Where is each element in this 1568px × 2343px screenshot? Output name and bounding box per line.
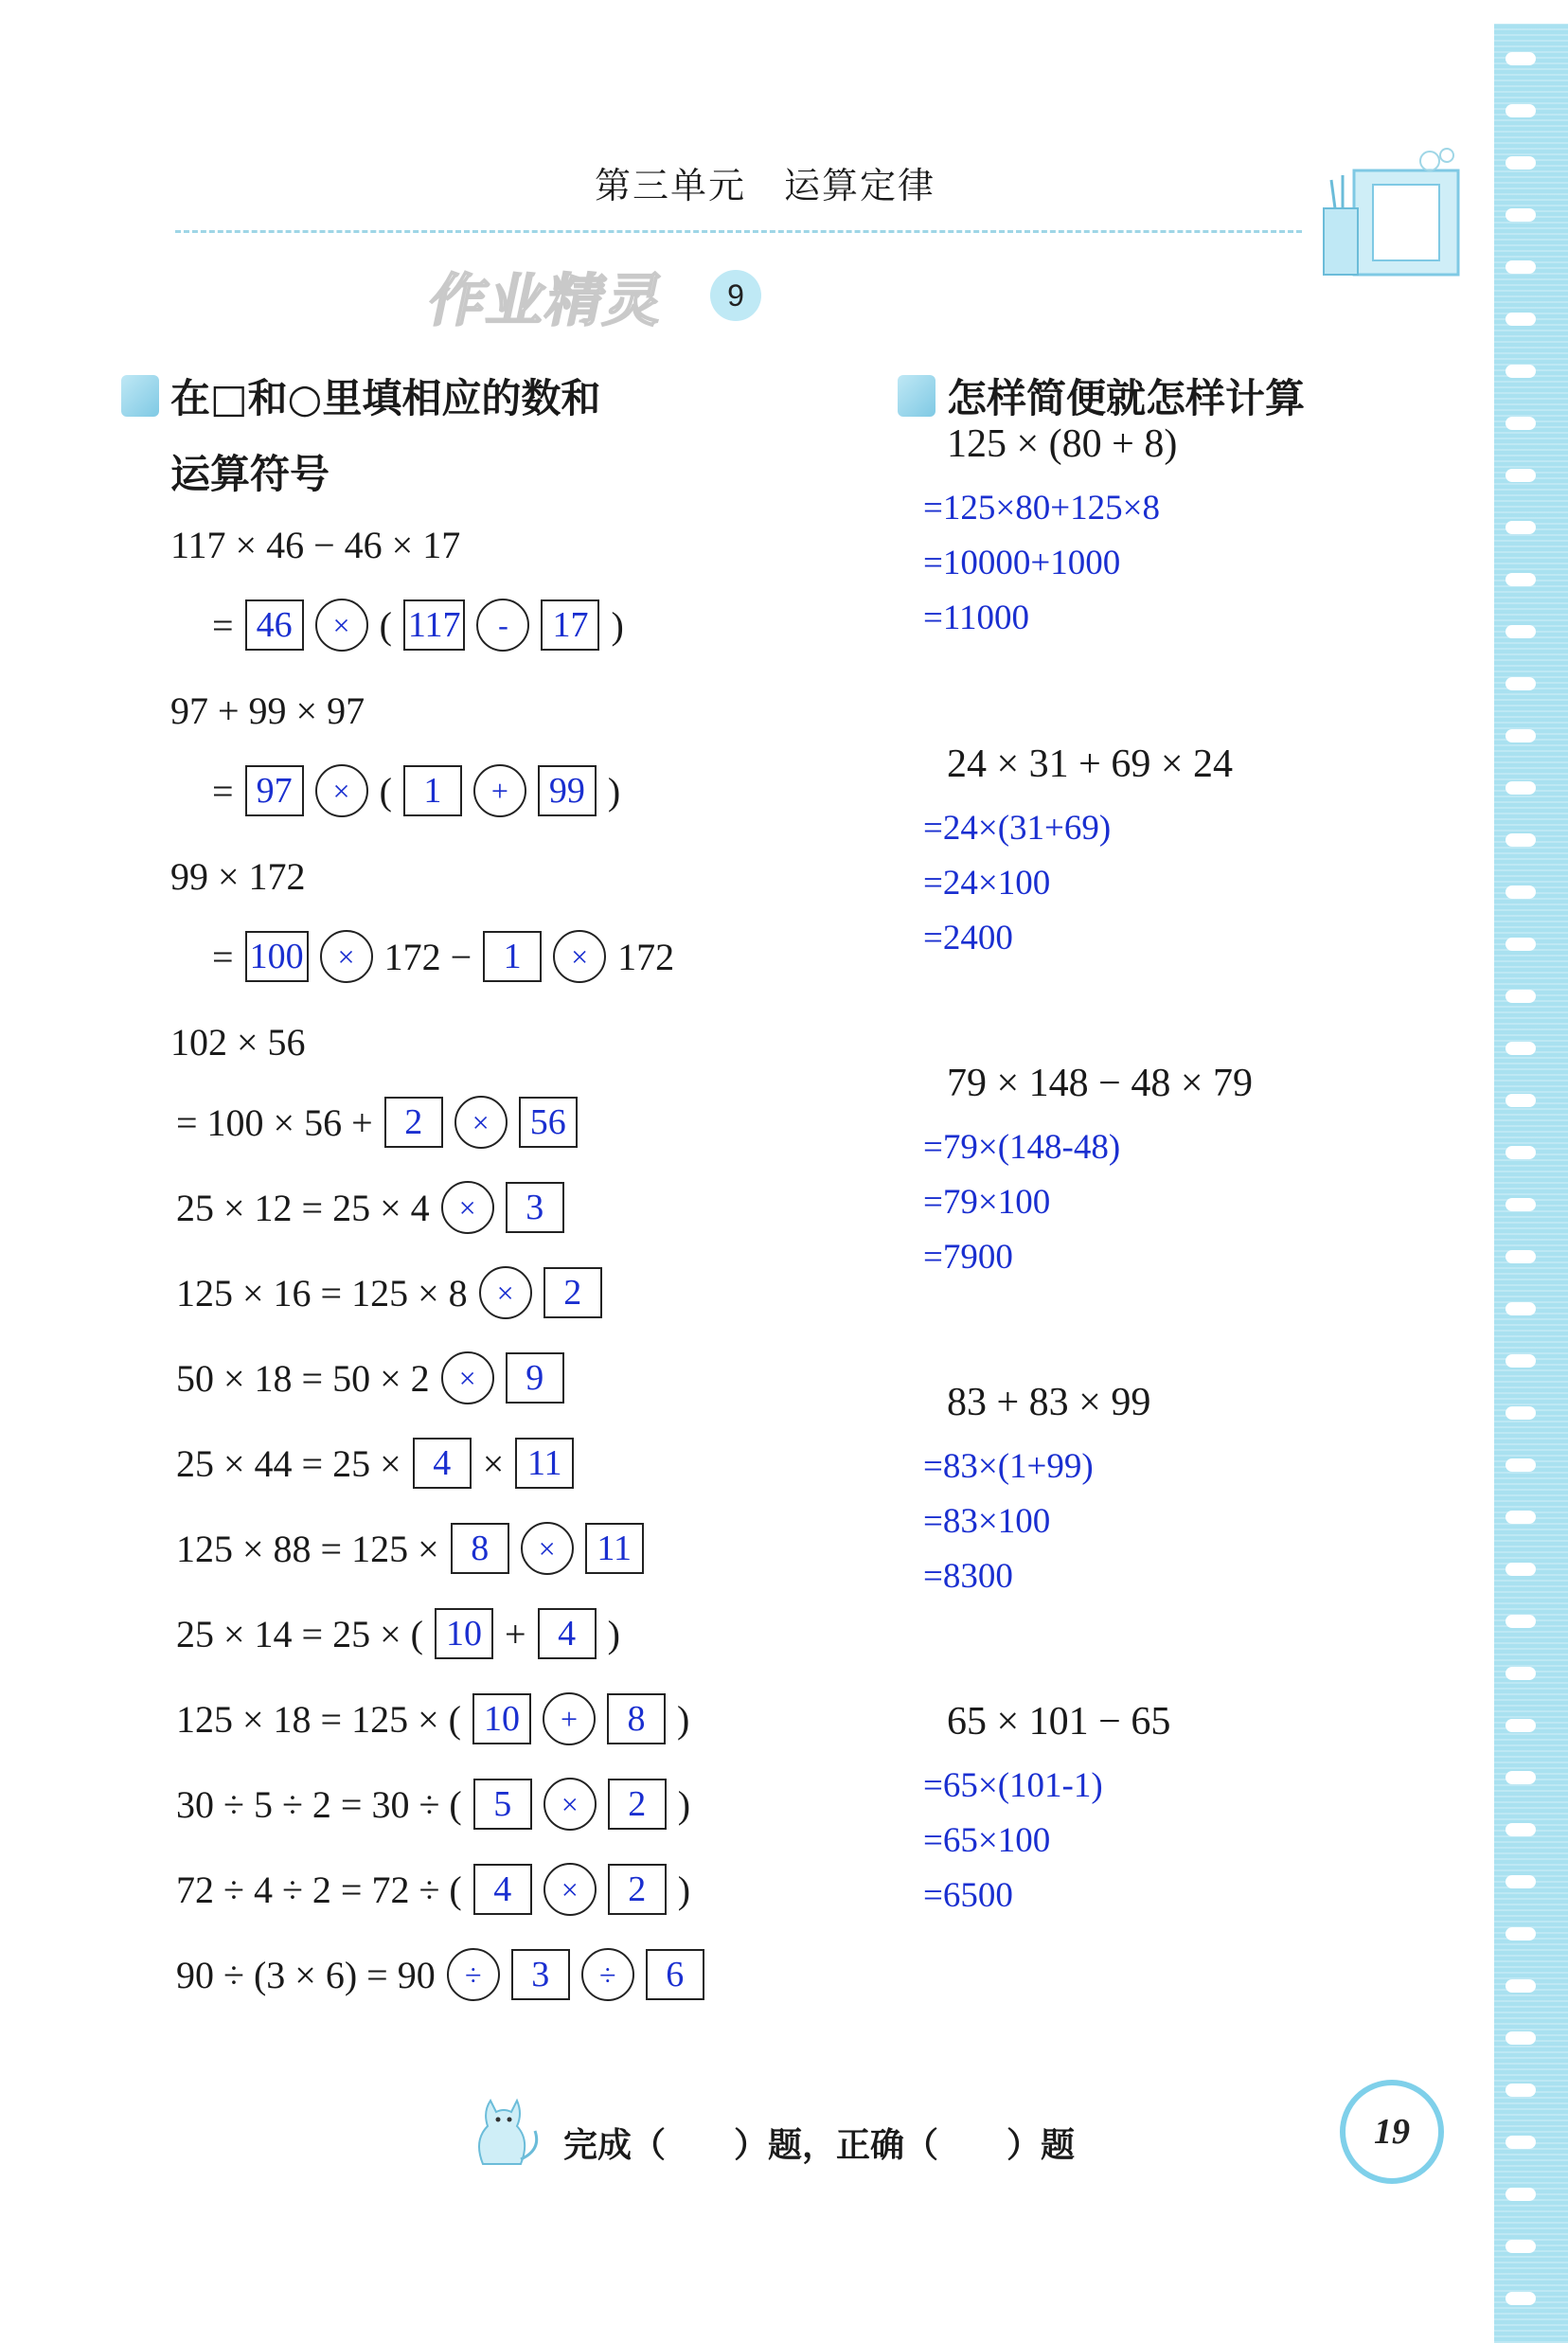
problem-row [170, 1690, 695, 1747]
problem-row [170, 1094, 583, 1151]
answer-box[interactable]: 97 [245, 765, 304, 816]
calc-answer-line: =65×(101-1) [923, 1766, 1103, 1805]
operator-circle[interactable]: × [315, 599, 368, 652]
expression-text: × [482, 1441, 505, 1485]
binder-ring [1506, 938, 1536, 951]
binder-ring [1506, 1354, 1536, 1368]
binder-ring [1506, 990, 1536, 1003]
answer-box[interactable]: 11 [585, 1523, 644, 1574]
answer-box[interactable]: 56 [519, 1097, 578, 1148]
calc-answer-line: =6500 [923, 1876, 1013, 1915]
left-section-title-line1: 在□和○里填相应的数和 [170, 375, 601, 421]
answer-box[interactable]: 1 [483, 931, 542, 982]
binder-ring [1506, 104, 1536, 117]
binder-ring [1506, 1563, 1536, 1576]
binder-ring [1506, 1094, 1536, 1107]
problem-row [206, 762, 626, 819]
answer-box[interactable]: 4 [473, 1864, 532, 1915]
problem-row [170, 1179, 570, 1236]
answer-box[interactable]: 46 [245, 599, 304, 651]
books-illustration-icon [1316, 142, 1477, 294]
expression-text: 25 × 14 = 25 × ( [176, 1612, 423, 1655]
expression-text: 172 − [383, 935, 472, 978]
calc-answer-line: =10000+1000 [923, 544, 1121, 582]
binder-ring [1506, 260, 1536, 274]
binder-ring [1506, 1406, 1536, 1420]
expression-text: 125 × 16 = 125 × 8 [176, 1271, 468, 1315]
expression-text: 172 [617, 935, 675, 978]
operator-circle[interactable]: × [441, 1181, 494, 1234]
answer-box[interactable]: 8 [607, 1693, 666, 1744]
expression-text: 50 × 18 = 50 × 2 [176, 1356, 430, 1400]
problem-row [170, 1264, 608, 1321]
binder-ring [1506, 313, 1536, 326]
operator-circle[interactable]: × [543, 1778, 597, 1831]
answer-box[interactable]: 6 [646, 1949, 704, 2000]
binder-ring [1506, 573, 1536, 586]
expression-text: = [212, 769, 234, 813]
right-section-title: 怎样简便就怎样计算 [947, 375, 1306, 421]
problem-row [170, 1776, 696, 1833]
calc-answer-line: =8300 [923, 1557, 1013, 1596]
binder-ring [1506, 2188, 1536, 2201]
expression-text: 125 × 18 = 125 × ( [176, 1697, 461, 1741]
problem-row [170, 848, 306, 904]
calc-question: 24 × 31 + 69 × 24 [947, 742, 1234, 786]
right-section-header [898, 367, 1305, 424]
binder-ring [1506, 729, 1536, 742]
answer-box[interactable]: 10 [435, 1608, 493, 1659]
problem-row [206, 928, 680, 985]
operator-circle[interactable]: × [553, 930, 606, 983]
operator-circle[interactable]: × [543, 1863, 597, 1916]
expression-text: + [505, 1612, 526, 1655]
answer-box[interactable]: 1 [403, 765, 462, 816]
calc-answer-line: =24×(31+69) [923, 809, 1112, 848]
binder-ring [1506, 1146, 1536, 1159]
problem-expression: 117 × 46 − 46 × 17 [170, 523, 461, 566]
expression-text: ) [607, 1612, 620, 1655]
operator-circle[interactable]: × [454, 1096, 508, 1149]
calc-answer-line: =83×(1+99) [923, 1447, 1094, 1486]
answer-box[interactable]: 2 [608, 1779, 667, 1830]
binder-ring [1506, 1302, 1536, 1315]
calc-answer-line: =7900 [923, 1238, 1013, 1277]
answer-box[interactable]: 9 [506, 1352, 564, 1404]
problem-row [170, 1013, 306, 1070]
expression-text: 90 ÷ (3 × 6) = 90 [176, 1953, 436, 1996]
answer-box[interactable]: 99 [538, 765, 597, 816]
answer-box[interactable]: 4 [413, 1438, 472, 1489]
binder-ring [1506, 521, 1536, 534]
problem-row [170, 1946, 710, 2003]
answer-box[interactable]: 100 [245, 931, 309, 982]
calc-answer-line: =2400 [923, 919, 1013, 957]
operator-circle[interactable]: × [315, 764, 368, 817]
answer-box[interactable]: 2 [384, 1097, 443, 1148]
problem-expression: 99 × 172 [170, 854, 306, 898]
expression-text: 30 ÷ 5 ÷ 2 = 30 ÷ ( [176, 1782, 462, 1826]
section-bullet-icon [898, 375, 935, 417]
answer-box[interactable]: 3 [506, 1182, 564, 1233]
answer-box[interactable]: 10 [472, 1693, 531, 1744]
expression-text: 125 × 88 = 125 × [176, 1527, 439, 1570]
problem-row [170, 516, 460, 573]
binder-ring [1506, 1615, 1536, 1628]
binder-ring [1506, 2136, 1536, 2149]
operator-circle[interactable]: × [441, 1351, 494, 1404]
calc-answer-line: =125×80+125×8 [923, 489, 1160, 528]
problem-row [170, 1520, 650, 1577]
answer-box[interactable]: 4 [538, 1608, 597, 1659]
problem-row [170, 1861, 696, 1918]
notebook-edge [1494, 24, 1568, 2343]
answer-box[interactable]: 117 [403, 599, 466, 651]
binder-ring [1506, 208, 1536, 222]
operator-circle[interactable]: + [473, 764, 526, 817]
problem-row [170, 1350, 570, 1406]
expression-text: ( [379, 769, 392, 813]
problem-expression: 102 × 56 [170, 1020, 306, 1064]
binder-ring [1506, 1927, 1536, 1941]
section-number-badge: 9 [710, 270, 761, 321]
binder-ring [1506, 2031, 1536, 2045]
binder-ring [1506, 1771, 1536, 1784]
expression-text: = 100 × 56 + [176, 1100, 373, 1144]
expression-text: 25 × 44 = 25 × [176, 1441, 401, 1485]
left-section-header [121, 367, 600, 424]
answer-box[interactable]: 17 [541, 599, 599, 651]
binder-ring [1506, 417, 1536, 430]
section-bullet-icon [121, 375, 159, 417]
binder-ring [1506, 1042, 1536, 1055]
binder-ring [1506, 1250, 1536, 1263]
calc-answer-line: =65×100 [923, 1821, 1051, 1860]
expression-text: = [212, 603, 234, 647]
binder-ring [1506, 365, 1536, 378]
calc-answer-line: =24×100 [923, 864, 1051, 903]
operator-circle[interactable]: × [320, 930, 373, 983]
operator-circle[interactable]: × [479, 1266, 532, 1319]
calc-answer-line: =79×(148-48) [923, 1128, 1121, 1167]
binder-ring [1506, 1198, 1536, 1211]
calc-question: 79 × 148 − 48 × 79 [947, 1062, 1254, 1105]
binder-ring [1506, 1979, 1536, 1993]
answer-box[interactable]: 8 [451, 1523, 509, 1574]
binder-ring [1506, 833, 1536, 847]
expression-text: 25 × 12 = 25 × 4 [176, 1186, 430, 1229]
expression-text: ) [611, 603, 624, 647]
binder-ring [1506, 1667, 1536, 1680]
operator-circle[interactable]: ÷ [581, 1948, 634, 2001]
binder-ring [1506, 52, 1536, 65]
binder-ring [1506, 677, 1536, 690]
completion-tally: 完成（ ）题，正确（ ）题 [563, 2126, 1076, 2165]
answer-box[interactable]: 11 [515, 1438, 574, 1489]
binder-ring [1506, 2292, 1536, 2305]
calc-question: 83 + 83 × 99 [947, 1381, 1151, 1424]
calc-answer-line: =83×100 [923, 1502, 1051, 1541]
problem-row [170, 1605, 626, 1662]
binder-ring [1506, 885, 1536, 899]
expression-text: ) [677, 1868, 691, 1911]
expression-text: ( [379, 603, 392, 647]
binder-ring [1506, 2240, 1536, 2253]
binder-ring [1506, 1511, 1536, 1524]
operator-circle[interactable]: × [521, 1522, 574, 1575]
problem-expression: 97 + 99 × 97 [170, 689, 365, 732]
expression-text: 72 ÷ 4 ÷ 2 = 72 ÷ ( [176, 1868, 462, 1911]
answer-box[interactable]: 2 [608, 1864, 667, 1915]
problem-row [170, 1435, 579, 1492]
binder-ring [1506, 2084, 1536, 2097]
binder-ring [1506, 1458, 1536, 1472]
calc-question: 125 × (80 + 8) [947, 422, 1178, 466]
expression-text: ) [677, 1697, 690, 1741]
binder-ring [1506, 1719, 1536, 1732]
watermark-text: 作业精灵 [422, 268, 672, 334]
binder-ring [1506, 1823, 1536, 1836]
expression-text: = [212, 935, 234, 978]
calc-answer-line: =11000 [923, 599, 1029, 637]
operator-circle[interactable]: ÷ [447, 1948, 500, 2001]
binder-ring [1506, 781, 1536, 795]
problem-row [170, 682, 365, 739]
page-header-title: 第三单元 运算定律 [594, 167, 935, 206]
expression-text: ) [607, 769, 621, 813]
calc-question: 65 × 101 − 65 [947, 1700, 1171, 1744]
page-number: 19 [1340, 2080, 1444, 2184]
cat-illustration-icon [454, 2074, 549, 2178]
answer-box[interactable]: 5 [473, 1779, 532, 1830]
operator-circle[interactable]: + [543, 1692, 596, 1745]
problem-row [206, 597, 630, 653]
operator-circle[interactable]: - [476, 599, 529, 652]
binder-ring [1506, 469, 1536, 482]
left-section-title-line2: 运算符号 [170, 451, 330, 497]
answer-box[interactable]: 3 [511, 1949, 570, 2000]
binder-ring [1506, 1875, 1536, 1888]
header-divider [175, 230, 1302, 233]
binder-ring [1506, 625, 1536, 638]
answer-box[interactable]: 2 [543, 1267, 602, 1318]
calc-answer-line: =79×100 [923, 1183, 1051, 1222]
expression-text: ) [677, 1782, 691, 1826]
